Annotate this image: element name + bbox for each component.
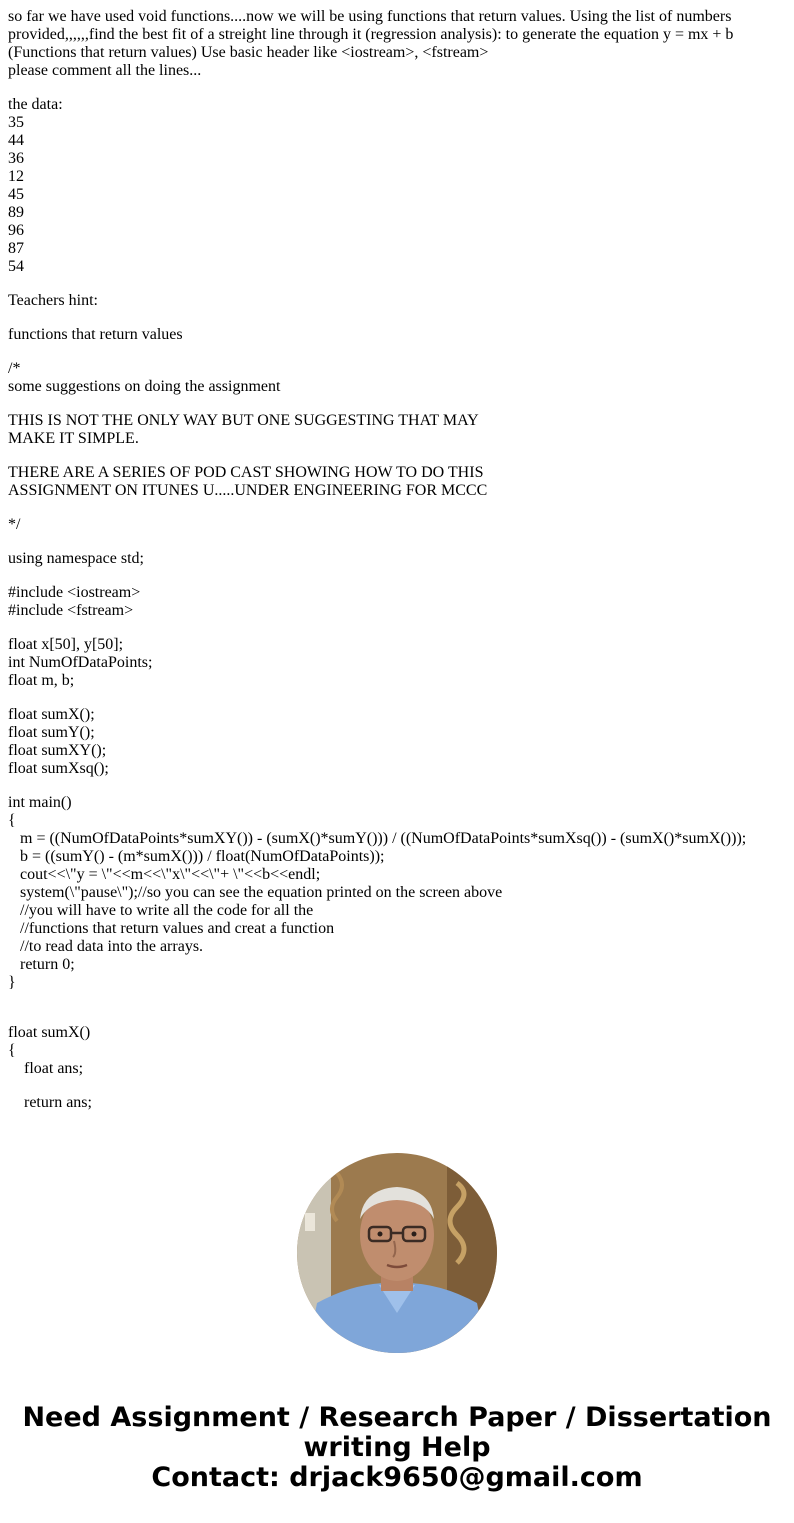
text-line: cout<<\"y = \"<<m<<\"x\"<<\"+ \"<<b<<endl;: [8, 866, 321, 883]
text-line: float sumY();: [8, 724, 95, 741]
text-line: please comment all the lines...: [8, 62, 202, 79]
author-avatar: [297, 1153, 497, 1353]
text-line: THERE ARE A SERIES OF POD CAST SHOWING HOW TO DO THIS: [8, 464, 484, 481]
text-line: system(\"pause\");//so you can see the equation printed on the screen above: [8, 884, 503, 901]
text-line: float x[50], y[50];: [8, 636, 124, 653]
text-line: float sumX();: [8, 706, 95, 723]
text-line: int NumOfDataPoints;: [8, 654, 153, 671]
text-line: 45: [8, 186, 24, 203]
text-line: //functions that return values and creat a function: [8, 920, 335, 937]
blank-line: [8, 500, 786, 516]
text-line: m = ((NumOfDataPoints*sumXY()) - (sumX()*sumY())) / ((NumOfDataPoints*sumXsq()) - (sumX()*sumX()));: [8, 830, 747, 847]
text-line: /*: [8, 360, 21, 377]
blank-line: [8, 690, 786, 706]
text-line: 89: [8, 204, 24, 221]
text-line: }: [8, 974, 16, 991]
blank-line: [8, 1008, 786, 1024]
text-line: provided,,,,,,find the best fit of a streight line through it (regression analysis): to generate the equation y = mx + b: [8, 26, 734, 43]
text-line: {: [8, 1042, 16, 1059]
text-line: 12: [8, 168, 24, 185]
text-line: ASSIGNMENT ON ITUNES U.....UNDER ENGINEERING FOR MCCC: [8, 482, 488, 499]
text-line: some suggestions on doing the assignment: [8, 378, 281, 395]
blank-line: [8, 534, 786, 550]
text-line: so far we have used void functions....now we will be using functions that return values. Using the list of numbers: [8, 8, 732, 25]
text-line: float ans;: [8, 1060, 84, 1077]
text-line: 96: [8, 222, 24, 239]
text-line: functions that return values: [8, 326, 183, 343]
text-line: float m, b;: [8, 672, 75, 689]
text-line: THIS IS NOT THE ONLY WAY BUT ONE SUGGESTING THAT MAY: [8, 412, 479, 429]
text-line: Teachers hint:: [8, 292, 98, 309]
text-line: float sumXY();: [8, 742, 107, 759]
blank-line: [8, 80, 786, 96]
text-line: the data:: [8, 96, 63, 113]
text-line: (Functions that return values) Use basic header like <iostream>, <fstream>: [8, 44, 489, 61]
text-line: using namespace std;: [8, 550, 144, 567]
text-line: //you will have to write all the code for all the: [8, 902, 314, 919]
blank-line: [8, 344, 786, 360]
blank-line: [8, 396, 786, 412]
blank-line: [8, 310, 786, 326]
text-line: float sumXsq();: [8, 760, 109, 777]
text-line: #include <fstream>: [8, 602, 134, 619]
text-line: */: [8, 516, 21, 533]
blank-line: [8, 620, 786, 636]
text-line: #include <iostream>: [8, 584, 141, 601]
text-line: b = ((sumY() - (m*sumX())) / float(NumOfDataPoints));: [8, 848, 385, 865]
text-line: 87: [8, 240, 24, 257]
blank-line: [8, 1078, 786, 1094]
blank-line: [8, 778, 786, 794]
contact-banner: [0, 1403, 794, 1493]
text-line: return 0;: [8, 956, 75, 973]
text-line: 36: [8, 150, 24, 167]
cta-line-2: writing Help: [303, 1432, 491, 1463]
text-line: return ans;: [8, 1094, 92, 1111]
blank-line: [8, 992, 786, 1008]
blank-line: [8, 568, 786, 584]
text-line: MAKE IT SIMPLE.: [8, 430, 139, 447]
blank-line: [8, 276, 786, 292]
cta-line-3: Contact: drjack9650@gmail.com: [151, 1462, 643, 1493]
text-line: {: [8, 812, 16, 829]
author-portrait-icon: [297, 1153, 497, 1353]
assignment-text: [8, 8, 786, 1123]
text-line: int main(): [8, 794, 72, 811]
text-line: 35: [8, 114, 24, 131]
text-line: 54: [8, 258, 24, 275]
text-line: 44: [8, 132, 24, 149]
cta-line-1: Need Assignment / Research Paper / Dissertation: [22, 1402, 772, 1433]
blank-line: [8, 448, 786, 464]
text-line: //to read data into the arrays.: [8, 938, 204, 955]
text-line: float sumX(): [8, 1024, 91, 1041]
